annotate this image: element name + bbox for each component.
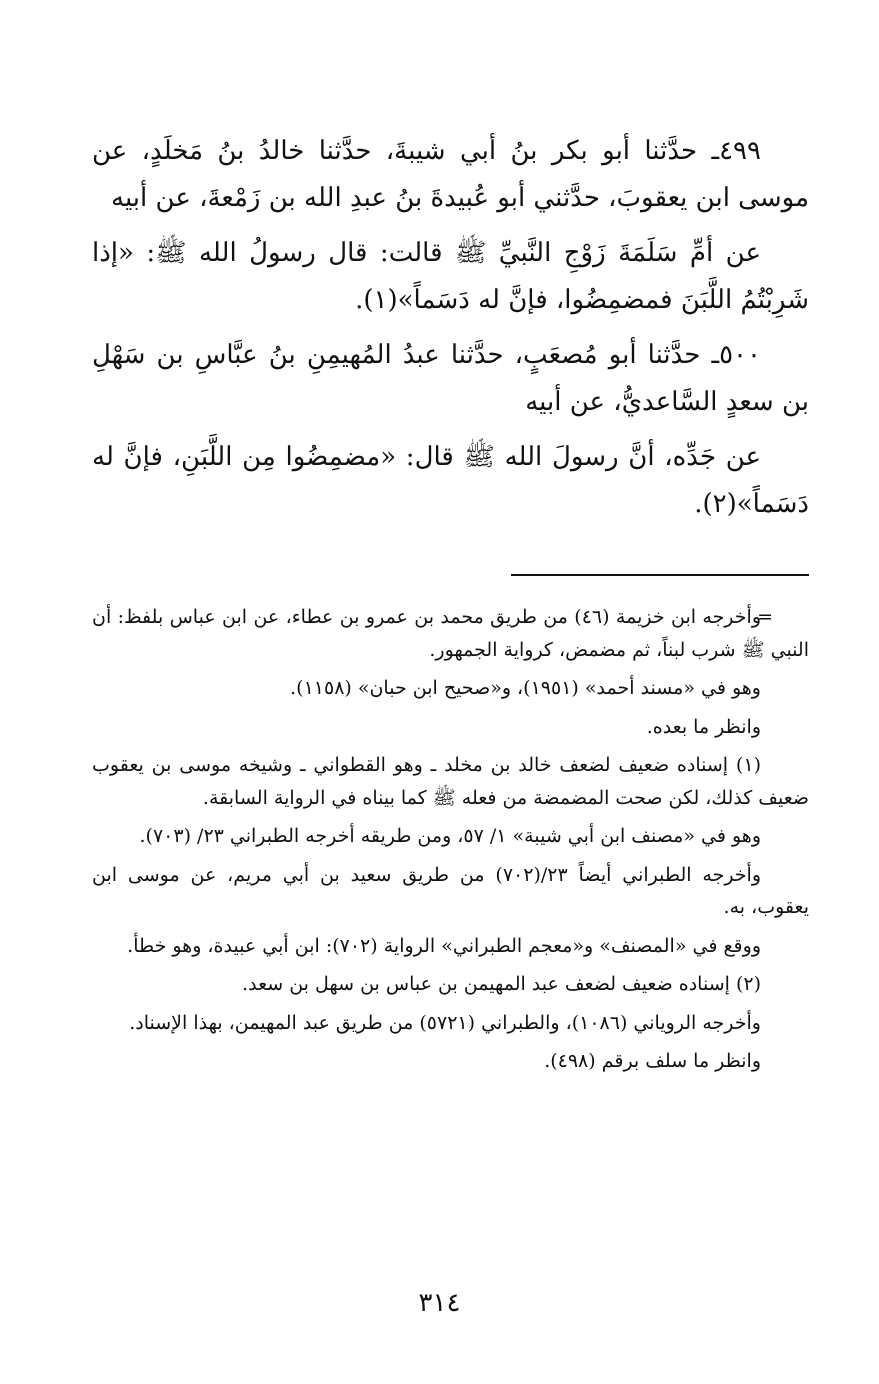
footnote-line: وأخرجه الطبراني أيضاً ٢٣/(٧٠٢) من طريق سعيد بن أبي مريم، عن موسى ابن يعقوب، به. xyxy=(92,863,809,918)
footnote-text: وأخرجه ابن خزيمة (٤٦) من طريق محمد بن عمرو بن عطاء، عن ابن عباس بلفظ: أن النبي ﷺ شرب لبناً، ثم مضمض، كرواية الجمهور. xyxy=(92,606,809,661)
page-number: ٣١٤ xyxy=(418,1288,461,1318)
hadith-text xyxy=(92,128,809,536)
footnote-separator xyxy=(511,574,809,576)
footnote-line: وهو في «مسند أحمد» (١٩٥١)، و«صحيح ابن حبان» (١١٥٨). xyxy=(290,677,761,699)
hadith-499-isnad: ٤٩٩ـ حدَّثنا أبو بكر بنُ أبي شيبةَ، حدَّثنا خالدُ بنُ مَخلَدٍ، عن موسى ابن يعقوبَ، حدَّثني أبو عُبيدةَ بنُ عبدِ الله بن زَمْعةَ، عن أبيه xyxy=(92,136,809,213)
hadith-500-matn: عن جَدِّه، أنَّ رسولَ الله ﷺ قال: «مضمِضُوا مِن اللَّبَنِ، فإنَّ له دَسَماً»(٢). xyxy=(92,442,809,519)
footnotes xyxy=(92,601,809,1084)
footnote-line: وهو في «مصنف ابن أبي شيبة» ١/ ٥٧، ومن طريقه أخرجه الطبراني ٢٣/ (٧٠٣). xyxy=(139,825,761,847)
book-page xyxy=(92,0,809,1384)
footnote-line: وانظر ما بعده. xyxy=(646,715,761,738)
footnote-1: (١) إسناده ضعيف لضعف خالد بن مخلد ـ وهو القطواني ـ وشيخه موسى بن يعقوب ضعيف كذلك، لكن صحت المضمضة من فعله ﷺ كما بيناه في الرواية السابقة. xyxy=(92,754,809,809)
footnote-continuation xyxy=(92,601,809,666)
continuation-symbol: = xyxy=(757,606,773,628)
hadith-500-isnad: ٥٠٠ـ حدَّثنا أبو مُصعَبٍ، حدَّثنا عبدُ المُهيمِنِ بنُ عبَّاسِ بن سَهْلِ بن سعدٍ السَّاعديُّ، عن أبيه xyxy=(92,340,809,417)
footnote-line: ووقع في «المصنف» و«معجم الطبراني» الرواية (٧٠٢): ابن أبي عبيدة، وهو خطأ. xyxy=(127,934,761,957)
hadith-499-matn: عن أمِّ سَلَمَةَ زَوْجِ النَّبيِّ ﷺ قالت: قال رسولُ الله ﷺ: «إذا شَرِبْتُمُ اللَّبَنَ فمضمِضُوا، فإنَّ له دَسَماً»(١). xyxy=(92,238,809,315)
footnote-line: وانظر ما سلف برقم (٤٩٨). xyxy=(544,1050,761,1072)
footnote-line: وأخرجه الروياني (١٠٨٦)، والطبراني (٥٧٢١) من طريق عبد المهيمن، بهذا الإسناد. xyxy=(129,1011,761,1034)
footnote-2: (٢) إسناده ضعيف لضعف عبد المهيمن بن عباس بن سهل بن سعد. xyxy=(242,973,761,995)
